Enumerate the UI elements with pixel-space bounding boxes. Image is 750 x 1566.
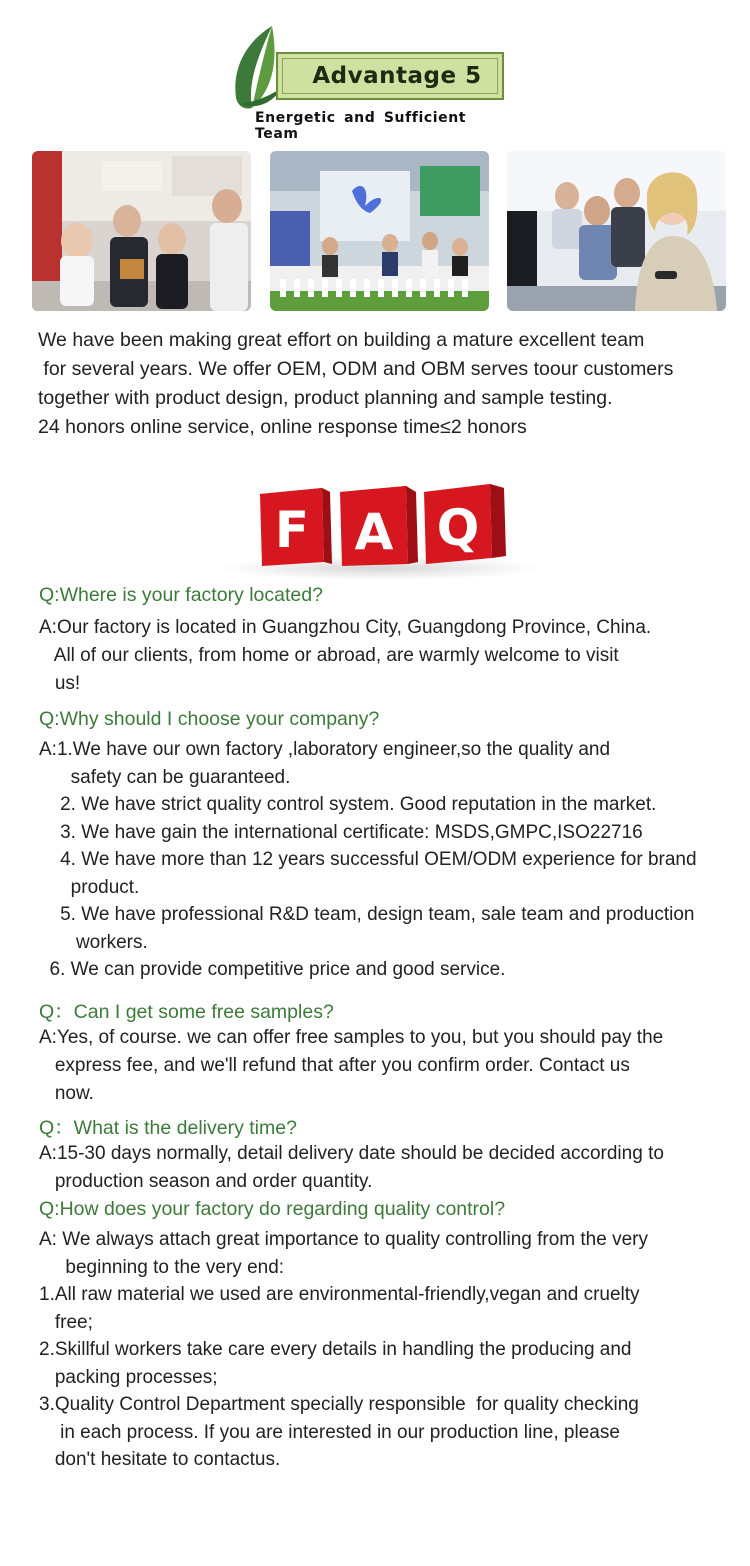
trade-show-crowd-photo (32, 151, 251, 311)
intro-line: 24 honors online service, online response time≤2 honors (38, 416, 527, 438)
faq-answer-line: don't hesitate to contactus. (39, 1449, 281, 1470)
faq-answer-line: express fee, and we'll refund that after you confirm order. Contact us (39, 1055, 630, 1076)
faq-answer (39, 1024, 663, 1108)
photo-strip (32, 151, 726, 311)
faq-answer-line: A:1.We have our own factory ,laboratory engineer,so the quality and (39, 739, 611, 760)
faq-answer-line: A:15-30 days normally, detail delivery date should be decided according to (39, 1143, 664, 1164)
advantage-header (0, 0, 750, 140)
faq-answer-line: A:Yes, of course. we can offer free samples to you, but you should pay the (39, 1027, 664, 1048)
faq-answer-line: us! (39, 673, 81, 694)
faq-cube-q (424, 484, 506, 564)
faq-letter-a: A (354, 503, 394, 561)
faq-answer-line: 5. We have professional R&D team, design team, sale team and production (39, 904, 695, 925)
faq-banner (220, 470, 540, 580)
faq-answer-line: free; (39, 1311, 93, 1333)
faq-answer-line: product. (39, 876, 140, 898)
faq-answer-line: 3.Quality Control Department specially responsible for quality checking (39, 1394, 639, 1415)
advantage-badge (276, 52, 504, 100)
faq-answer-line: workers. (39, 931, 148, 953)
faq-question: Q：What is the delivery time? (39, 1117, 297, 1139)
faq-answer-line: All of our clients, from home or abroad, are warmly welcome to visit (39, 645, 619, 666)
faq-letter-q: Q (436, 499, 480, 557)
faq-answer-line: production season and order quantity. (39, 1171, 373, 1192)
faq-answer-line: 2.Skillful workers take care every details in handling the producing and (39, 1339, 632, 1360)
faq-answer (39, 614, 651, 698)
faq-answer (39, 1226, 648, 1474)
faq-answer-line: A:Our factory is located in Guangzhou City, Guangdong Province, China. (39, 617, 652, 638)
faq-answer-line: 6. We can provide competitive price and good service. (39, 959, 506, 980)
faq-answer-line: in each process. If you are interested in our production line, please (39, 1421, 620, 1443)
faq-answer-line: 2. We have strict quality control system. Good reputation in the market. (39, 794, 657, 815)
faq-answer-line: A: We always attach great importance to quality controlling from the very (39, 1229, 648, 1250)
faq-question: Q:Why should I choose your company? (39, 708, 380, 730)
faq-answer-line: now. (39, 1083, 94, 1104)
intro-line: for several years. We offer OEM, ODM and OBM serves toour customers (38, 358, 674, 380)
faq-cube-a (340, 486, 418, 566)
intro-line: We have been making great effort on building a mature excellent team (38, 329, 645, 351)
faq-answer-line: 4. We have more than 12 years successful OEM/ODM experience for brand (39, 849, 697, 870)
intro-line: together with product design, product planning and sample testing. (38, 387, 613, 409)
faq-answer (39, 736, 697, 984)
faq-question: Q：Can I get some free samples? (39, 1001, 334, 1023)
advantage-subtitle: Energetic and Sufficient Team (255, 110, 467, 142)
faq-cube-f (260, 488, 332, 566)
faq-question: Q:Where is your factory located? (39, 584, 323, 606)
office-team-photo (507, 151, 726, 311)
faq-answer-line: beginning to the very end: (39, 1256, 285, 1278)
faq-answer-line: packing processes; (39, 1366, 218, 1388)
faq-question: Q:How does your factory do regarding quality control? (39, 1198, 506, 1220)
exhibition-booth-photo (270, 151, 489, 311)
faq-letter-f: F (274, 501, 310, 559)
advantage-title: Advantage 5 (312, 63, 482, 89)
faq-answer-line: 3. We have gain the international certificate: MSDS,GMPC,ISO22716 (39, 821, 643, 843)
intro-paragraph (38, 326, 728, 442)
faq-answer-line: safety can be guaranteed. (39, 766, 291, 788)
faq-answer (39, 1140, 664, 1196)
faq-answer-line: 1.All raw material we used are environmental-friendly,vegan and cruelty (39, 1284, 640, 1305)
